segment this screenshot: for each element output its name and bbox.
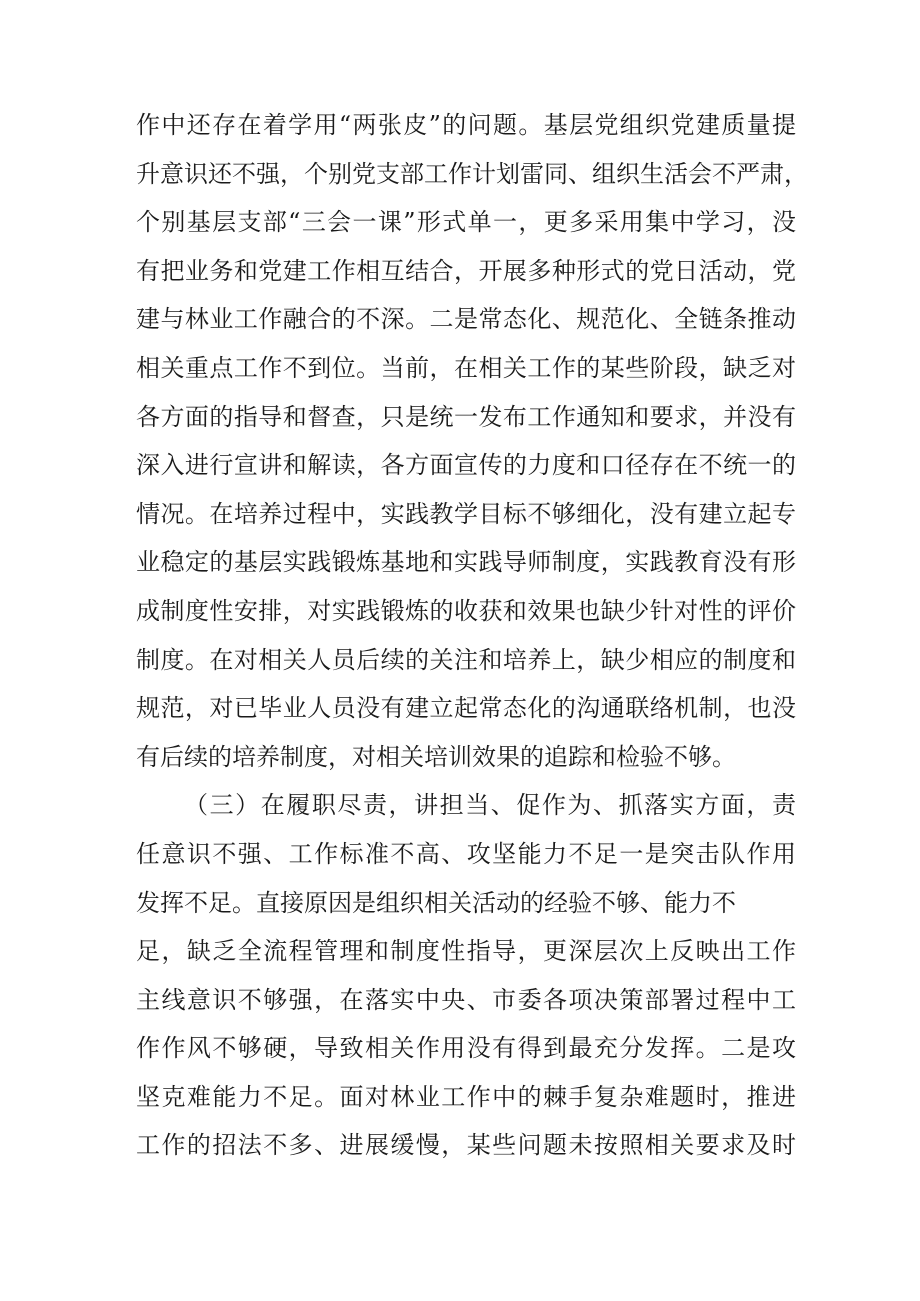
paragraph-1-line-3: 个别基层支部“三会一课”形式单一，更多采用集中学习，没	[136, 208, 796, 237]
paragraph-2-line-2: 任意识不强、工作标准不高、攻坚能力不足一是突击队作用	[136, 839, 796, 868]
paragraph-2-line-4: 足，缺乏全流程管理和制度性指导，更深层次上反映出工作	[136, 937, 796, 966]
paragraph-1-line-13: 规范，对已毕业人员没有建立起常态化的沟通联络机制，也没	[136, 694, 796, 723]
paragraph-1-line-6: 相关重点工作不到位。当前，在相关工作的某些阶段，缺乏对	[136, 353, 796, 382]
paragraph-1-line-12: 制度。在对相关人员后续的关注和培养上，缺少相应的制度和	[136, 645, 796, 674]
paragraph-1-line-14: 有后续的培养制度，对相关培训效果的追踪和检验不够。	[136, 742, 736, 771]
paragraph-1-line-4: 有把业务和党建工作相互结合，开展多种形式的党日活动，党	[136, 256, 796, 285]
paragraph-1-line-5: 建与林业工作融合的不深。二是常态化、规范化、全链条推动	[136, 305, 796, 334]
paragraph-1-line-1: 作中还存在着学用“两张皮”的问题。基层党组织党建质量提	[136, 111, 796, 139]
paragraph-1-line-7: 各方面的指导和督查，只是统一发布工作通知和要求，并没有	[136, 402, 796, 431]
paragraph-1-line-8: 深入进行宣讲和解读，各方面宣传的力度和口径存在不统一的	[136, 451, 796, 480]
document-body	[136, 101, 808, 1170]
paragraph-2-line-3: 发挥不足。直接原因是组织相关活动的经验不够、能力不	[136, 888, 736, 917]
paragraph-2-line-7: 坚克难能力不足。面对林业工作中的棘手复杂难题时，推进	[136, 1082, 796, 1111]
paragraph-2-line-1: （三）在履职尽责，讲担当、促作为、抓落实方面，责	[184, 791, 796, 820]
paragraph-1-line-2: 升意识还不强，个别党支部工作计划雷同、组织生活会不严肃，	[136, 159, 808, 188]
paragraph-2-line-5: 主线意识不够强，在落实中央、市委各项决策部署过程中工	[136, 985, 796, 1014]
paragraph-2-line-8: 工作的招法不多、进展缓慢，某些问题未按照相关要求及时	[136, 1131, 796, 1160]
paragraph-1-line-9: 情况。在培养过程中，实践教学目标不够细化，没有建立起专	[136, 499, 796, 528]
paragraph-1-line-11: 成制度性安排，对实践锻炼的收获和效果也缺少针对性的评价	[136, 596, 796, 625]
paragraph-2-line-6: 作作风不够硬，导致相关作用没有得到最充分发挥。二是攻	[136, 1034, 796, 1063]
paragraph-1-line-10: 业稳定的基层实践锻炼基地和实践导师制度，实践教育没有形	[136, 548, 796, 577]
